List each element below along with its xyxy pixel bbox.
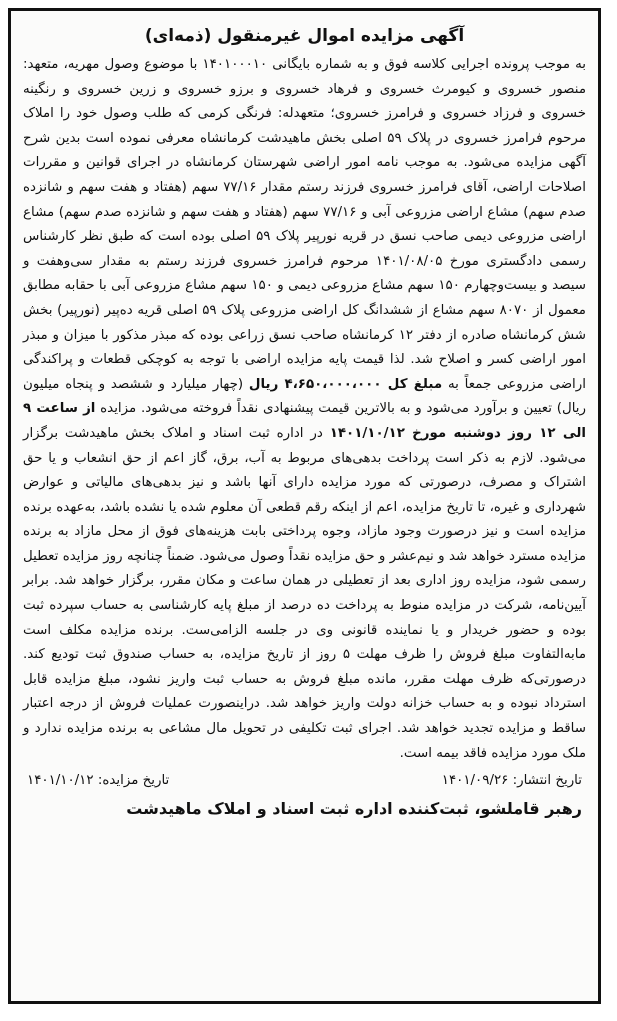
- date-row: [23, 770, 586, 792]
- notice-body: [23, 53, 586, 766]
- signature: رهبر قاملشو، ثبت‌کننده اداره ثبت اسناد و املاک ماهیدشت: [126, 799, 582, 819]
- base-price: مبلغ کل ۴،۶۵۰،۰۰۰،۰۰۰ ریال: [248, 376, 443, 392]
- publish-date: تاریخ انتشار: ۱۴۰۱/۰۹/۲۶: [441, 773, 582, 789]
- auction-notice: [8, 8, 601, 1004]
- body-paragraph-2: (چهار میلیارد و ششصد و پنجاه میلیون ریال) تعیین و برآورد می‌شود و به بالاترین قیمت پیشنهادی نقداً فروخته می‌شود. مزایده: [23, 376, 586, 417]
- auction-date: تاریخ مزایده: ۱۴۰۱/۱۰/۱۲: [27, 773, 170, 789]
- notice-title: آگهی مزایده اموال غیرمنقول (ذمه‌ای): [144, 26, 465, 46]
- auction-time: از ساعت ۹ الی ۱۲ روز دوشنبه مورخ ۱۴۰۱/۱۰/۱۲: [23, 401, 586, 441]
- body-paragraph-1: به موجب پرونده اجرایی کلاسه فوق و به شماره بایگانی ۱۴۰۱۰۰۰۱۰ با موضوع وصول مهریه، متعهد: منصور خسروی و کیومرث خسروی و فرهاد خسروی و برزو خسروی و زرین خسروی و رنگینه خسروی و فرزاد خسروی و فرامرز خسروی؛ متعهدله: فرنگی کرمی که طلب وصول خود را املاک مرحوم فرامرز خسروی در پلاک ۵۹ اصلی بخش ماهیدشت کرمانشاه معرفی نموده است بدین شرح آگهی مزایده می‌شود. به موجب نامه امور اراضی شهرستان کرمانشاه در اجرای قوانین و مقررات اصلاحات اراضی، آقای فرامرز خسروی فرزند رستم مقدار ۷۷/۱۶ سهم (هفتاد و هفت سهم و شانزده صدم سهم) مشاع اراضی مزروعی آبی و ۷۷/۱۶ سهم (هفتاد و هفت سهم و شانزده صدم سهم) مشاع اراضی مزروعی دیمی صاحب نسق در قریه نورپیر پلاک ۵۹ اصلی بوده است که طبق نظر کارشناس رسمی دادگستری مورخ ۱۴۰۱/۰۸/۰۵ مرحوم فرامرز خسروی فرزند رستم به مقدار سی‌وهفت و سیصد و بیست‌وچهارم ۱۵۰ سهم مشاع مزروعی دیمی و ۱۵۰ سهم مشاع مزروعی آبی با حقابه مطابق معمول از ۸۰۷۰ سهم مشاع از ششدانگ کل اراضی مزروعی پلاک ۵۹ اصلی قریه ده‌پیر (نورپیر) بخش شش کرمانشاه صادره از دفتر ۱۲ کرمانشاه صاحب نسق زراعی بوده که مبذر مذکور با میزان و مبذر امور اراضی کسر و اصلاح شد. لذا قیمت پایه مزایده اراضی با توجه به کوچکی قطعات و پراکندگی اراضی مزروعی جمعاً به: [23, 57, 587, 392]
- body-paragraph-3: در اداره ثبت اسناد و املاک بخش ماهیدشت برگزار می‌شود. لازم به ذکر است پرداخت بدهی‌های مربوط به آب، برق، گاز اعم از حق انشعاب و یا حق اشتراک و مصرف، درصورتی که مورد مزایده دارای آنها باشد و نیز بدهی‌های مالیاتی و عوارض شهرداری و غیره، تا تاریخ مزایده، اعم از اینکه رقم قطعی آن معلوم شده یا نشده باشد، به‌عهده برنده مزایده است و نیز درصورت وجود مازاد، وجوه پرداختی بابت هزینه‌های فوق از محل مازاد به برنده مزایده مسترد خواهد شد و نیم‌عشر و حق مزایده نقداً وصول می‌شود. ضمناً چنانچه روز مزایده تعطیل رسمی شود، مزایده روز اداری بعد از تعطیلی در همان ساعت و مکان مقرر، برگزار خواهد شد. برابر آیین‌نامه، شرکت در مزایده منوط به پرداخت ده درصد از مبلغ پایه کارشناسی به حساب سپرده ثبت بوده و حضور خریدار و یا نماینده قانونی وی در جلسه الزامی‌ست. برنده مزایده مکلف است مابه‌التفاوت مبلغ فروش را ظرف مهلت ۵ روز از تاریخ مزایده، به حساب صندوق ثبت تودیع کند. درصورتی‌که ظرف مهلت مقرر، مانده مبلغ فروش به حساب ثبت واریز نشود، مبلغ مزایده قابل استرداد نبوده و به حساب خزانه دولت واریز خواهد شد. دراینصورت عملیات فروش از درجه اعتبار ساقط و مزایده تجدید خواهد شد. اجرای ثبت تکلیفی در تحویل مال مشاعی به برنده مزایده ندارد و ملک مورد مزایده فاقد بیمه است.: [23, 425, 586, 761]
